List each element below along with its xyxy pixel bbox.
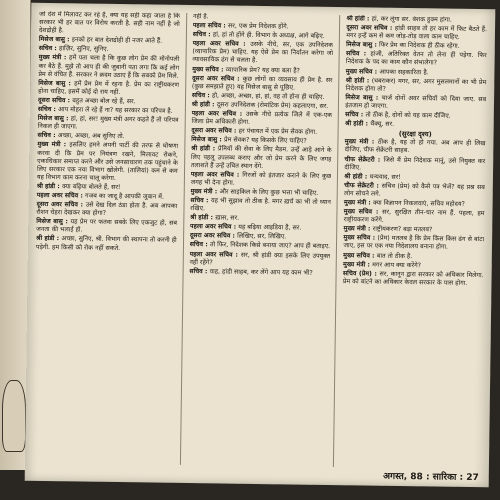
dialogue-text: ख़ास, सर. [215,214,240,222]
speaker-name: सचिव : [37,105,59,114]
dialogue-line [344,182,485,200]
dialogue-text: क्या बढ़िया बोलते हैं, सर! [61,183,121,191]
dialogue-line [38,80,179,98]
dialogue-text: धन्यवाद, सर! [369,173,401,181]
dialogue-line [36,218,177,236]
speaker-name: सचिव : [37,132,58,140]
speaker-name: मिसेज बासु : [191,136,225,144]
dialogue-text: थैंक्यू, सर. [370,120,395,128]
speaker-name: श्री हांडी : [36,182,63,191]
speaker-name: सचिव : [345,111,366,119]
dialogue-text: हमें प्रेम प्रेम में रहना है. प्रेम का राष्ट्रीयकरण होना चाहिए, इसमें कोई दो राय नहीं. [38,80,179,96]
dialogue-text: यह भी सुझाव तो ठीक है. मगर ख़र्च का भी तो ध्यान रखिए. [190,197,331,213]
dialogue-text: हांजी, अतिरिक्त वेतन तो लेना ही पड़ेगा. फिर निदेशक के पद का काम कौन संभालेगा? [345,50,487,67]
dialogue-text: उसके नीचे प्रत्येक जिले में एक-एक जिला प्रेम अधिकारी होगा. [191,110,333,126]
speaker-name: पहला अवर सचिव : [189,223,239,231]
speaker-name: पहला अवर सचिव : [190,170,243,179]
speaker-name: दूसरा अवर सचिव : [191,127,239,135]
dialogue-text: फिर प्रेम का निदेशक ही ठीक रहेगा. [378,41,460,51]
dialogue-line [345,138,486,156]
dialogue-text: हां, हां तो होंगे ही. विभाग के अध्यक्ष, आगे बढ़िए. [212,31,325,41]
dialogue-line [345,94,486,112]
speaker-name: पहला सचिव : [192,22,229,30]
dialogue-line [343,270,484,288]
speaker-name: मिसेज बासु : [346,41,380,49]
dialogue-line [190,197,331,215]
speaker-name: मिसेज बासु : [37,115,71,123]
text-columns [33,11,487,469]
speaker-name: सचिव : [192,31,213,39]
speaker-name: मुख्य मंत्री : [344,138,378,146]
speaker-name: चीफ सेक्रेटरी : [344,181,382,190]
speaker-name: दूसरा अवर सचिव : [189,232,238,241]
speaker-name: मुख्य सचिव : [343,251,377,260]
dialogue-text: हमें पता चला है कि कुछ लोग प्रेम की मोनोपली कर बैठे हैं. मुझे तो आप ही की जुबानी पता लगा कि कई लोग प्रेम से वंचित हैं. सरकार ने क़दम उठाए हैं कि सबको प्रेम मिले. [38,54,180,80]
magazine-page [25,3,496,487]
dialogue-text: (घबराकर) मगर, सर, अगर मुसलमानों का भी प्रेम निदेशक होगा तो? [345,77,487,93]
dialogue-text: सर, एक प्रेम निदेशक होंगे. [227,22,289,31]
speaker-name: मुख्य मंत्री : [190,187,220,196]
speaker-name: दूसरा अवर सचिव : [191,74,243,83]
dialogue-text: हां, कर लूंगा सर. बेशक हुक्म होगा. [371,15,453,24]
dialogue-text: यह बढ़िया आइडिया है, सर. [238,223,302,232]
dialogue-line [38,115,179,133]
speaker-name: मुख्य सचिव : [343,208,383,216]
dialogue-text: इनको हर बात देशद्रोही ही नजर आते हैं. [71,36,163,45]
dialogue-line [345,77,486,95]
speaker-name: मुख्य मंत्री : [343,260,373,269]
dialogue-text: बात तो ठीक है. [376,252,413,260]
speaker-name: सचिव (प्रेम) : [342,269,380,278]
dialogue-text: व्यापारिक प्रेम? यह क्या बला है? [225,66,300,75]
dialogue-text: और साइकिल के लिए कुछ भत्ता भी चाहिए. [219,188,319,197]
dialogue-text: आप मोहरा ले रहे हैं ना? यह सरकार का परिपत्र है. [58,106,173,115]
speaker-name: श्री हांडी : [346,15,372,23]
speaker-name: मुख्य सचिव : [192,65,226,74]
speaker-name: सचिव : [190,196,212,205]
speaker-name: श्री हांडी : [36,235,62,243]
dialogue-text: नहीं है. [192,13,209,21]
column-2 [187,13,334,467]
dialogue-text: सर, श्री हांडी क्या इसके लिए उपयुक्त नहीं रहेंगे? [189,251,331,266]
dialogue-text: सर, सुरक्षित तीन-चार नाम हैं. पहला, हम राष्ट्रीयकरण करेंगे. [343,208,485,224]
speaker-name: दूसरा अवर सचिव : [36,200,86,209]
dialogue-text: सर, कानून द्वारा सरकार को अधिकार मिलेगा. प्रेम को बांटने का अधिकार केवल सरकार के पास होगा. [342,270,484,287]
dialogue-text: वाह, हांडी साहब, कर लेंगे आप यह काम भी? [209,268,313,277]
speaker-name: पहला अवर सचिव : [192,40,251,49]
dialogue-text: हर पंचायत में एक प्रेम सेवक होगा. [238,127,318,137]
dialogue-line [344,208,485,226]
dialogue-text: गजब का जादू है आपकी जुबान में. [85,192,165,201]
bottle-illustration [2,380,26,452]
dialogue-text: यह प्रेम पर फतवा सबके लिए एकजुट हो, सब जनता की भलाई हो. [36,218,178,234]
dialogue-text: सचिव (प्रेम) को कैसे पत्र भेजें? यह प्रश्न सब लोग सोचने लगे. [344,182,485,198]
dialogue-text: तो ठीक है, दोनों को यह काम दीजिए. [365,111,451,120]
speaker-name: पहला अवर सचिव : [191,110,246,118]
speaker-name: सचिव : [345,50,371,58]
speaker-name: सचिव : [189,267,210,276]
speaker-name: मुख्य मंत्री : [37,141,70,149]
dialogue-text: जो देश में मिलावट कर रहे हैं, क्या यह सही कहा जाता है कि सरकार भी हर बात पर विरोध करती है. सही नाम नहीं है जो देशद्रोही है. [38,10,180,35]
column-divider [333,15,340,467]
dialogue-text: उसे देख दिल ठंडा होता है. अब आपका रौशन चेहरा देखकर क्या होगा? [36,201,178,218]
dialogue-line [346,51,487,69]
speaker-name: चीफ सेक्रेटरी : [344,155,384,164]
dialogue-text: आपका सहकारिता है. [379,68,429,76]
dialogue-text: गिरजों को इंतजार कराने के लिए कुछ जगह भी देना होगा. [190,171,332,187]
dialogue-line [39,11,180,37]
speaker-name: मिसेज बासु : [345,94,382,102]
dialogue-text: तो फिर, निदेशक किसे बनाया जाए? आप ही बताइए. [209,241,331,251]
dialogue-text: बहुत अच्छा बोल रहे हैं, सर. [72,97,136,106]
dialogue-line [343,235,484,253]
dialogue-text: (प्रेम) मतलब है कि प्रेम किस किस ढंग से बांटा जाए, इस पर एक नया निदेशालय बनाना होगा. [343,234,485,252]
speaker-name: मुख्य मंत्री : [343,199,374,207]
speaker-name: मुख्य मंत्री : [343,225,373,233]
dialogue-text: हाज़िर, सुनिए, सुनिए. [58,45,109,54]
dialogue-text: हांडी साहब तो हर काम में फिट बैठते हैं. मगर इन्हें कम से कम जोड़-तोड़ वाला काम चाहिए. [346,24,488,41]
speaker-name: श्री हांडी : [190,145,218,153]
dialogue-text: उसके नीचे, सर, एक उपनिदेशक (व्यापारिक प्रेम) चाहिए. यह ऐसे प्रेम का निर्यातन करेगा जो व्यावसायिक ढंग से चलता है. [192,41,334,65]
dialogue-line [190,171,331,189]
speaker-name: दूसरा सचिव : [37,96,73,105]
dialogue-line [191,110,332,128]
dialogue-text: प्रेमियों की सेवा के लिए मैडम. उन्हें आड़े आने के लिए पहलू उपलब्ध कराए और जो प्रेम करने के लिए जगह तलाशते हैं उन्हें उचित स्थान देंगे. [190,145,332,170]
speaker-name: मुख्य सचिव : [343,234,378,242]
dialogue-text: (सुरक्षा दृश्य) [398,130,432,139]
dialogue-text: राष्ट्रीयकरण? बड़ा मतलब? [372,225,433,234]
dialogue-line [36,201,177,219]
speaker-name: मिसेज बासु : [38,36,72,44]
dialogue-text: मगर आप क्या करेंगे? [372,261,422,269]
speaker-name: पहला अवर सचिव : [36,191,86,200]
dialogue-text: प्रेम सेवक? यह किसके लिए चाहिए? [223,136,307,145]
speaker-name: मिसेज बासु : [38,79,75,88]
dialogue-line [192,40,333,66]
speaker-name: श्री हांडी : [191,100,217,109]
dialogue-text: हां, हां, सर! मुख्य मंत्री अगर कहते हैं तो परिपत्र निकल ही जाएगा. [37,115,179,131]
dialogue-line [189,268,330,278]
speaker-name: पहला अवर सचिव : [189,250,241,259]
speaker-name: मुख्य सचिव : [345,67,380,76]
speaker-name: श्री हांडी : [345,76,372,85]
dialogue-text: जिसे मैं प्रेम निदेशक मानूं, उसे नियुक्त कर दीजिए. [344,156,486,171]
dialogue-text: अच्छा, सुनिए, श्री. विभाग की स्थापना तो करनी ही पड़ेगी. हम किसी को रोक नहीं सकते. [35,235,177,252]
dialogue-text: हो, अच्छा, अच्छा, हां, हां, वह तो होना ही चाहिए. [212,92,325,101]
speaker-name: श्री हांडी : [344,172,370,181]
dialogue-text: अच्छा, अच्छा, अब सुनिए तो. [57,132,125,141]
speaker-name: सचिव : [38,45,60,53]
dialogue-line [38,54,179,80]
speaker-name: दूसरा अवर सचिव : [346,24,395,32]
dialogue-line [189,251,330,269]
dialogue-text: दूसरा उपनिदेशक (रोमांटिक प्रेम) कहलाएगा, सर. [216,101,329,110]
dialogue-line [192,75,333,93]
column-3 [340,15,487,469]
speaker-name: सचिव : [189,241,211,249]
speaker-name: सचिव : [191,91,213,100]
speaker-name: श्री हांडी : [189,214,216,222]
dialogue-line [191,145,332,171]
dialogue-text: ठीक है, यह तो हो गया. अब आप ही लिख दीजिए, चीफ सेक्रेटरी साहब. [344,138,486,155]
dialogue-text: लिखिए, सर, लिखिए. [237,233,287,241]
dialogue-line [36,235,177,253]
dialogue-text: चार्ज दोनों अवर सचिवों को दिया जाए. सब इंतजाम हो जाएगा. [345,94,487,110]
speaker-name: श्री हांडी : [344,120,371,128]
dialogue-text: इसलिए हमने अपनी पार्टी की तरफ से घोषणा करवा दी कि प्रेम पर नियंत्रण रखने, मिलावट रोकने, एकाधिकार समाप्त करने और उसे जनसाधारण तक पहुंचाने के लिए सरकार एक नया विभाग खोलेगी. (तालियां) कम से कम यह विभाग काम करना चालू करेगा. [36,141,179,182]
page-footer: अगस्त, 88 : सारिका : 27 [383,471,479,484]
dialogue-line [344,156,485,174]
dialogue-text: कुछ लोगों का व्यवसाय ही प्रेम है. सर (कुछ समझाते हुए) यह मिसेज बासु से पूछिए. [191,75,333,92]
column-1 [33,11,180,465]
speaker-name: मिसेज बासु : [36,218,71,226]
dialogue-line [346,24,487,42]
dialogue-text: क्या विज्ञापन निकलवाएं, सचिव महोदय? [372,199,465,208]
speaker-name: मुख्य मंत्री : [38,54,70,62]
dialogue-line [37,141,178,183]
column-divider [180,13,187,465]
